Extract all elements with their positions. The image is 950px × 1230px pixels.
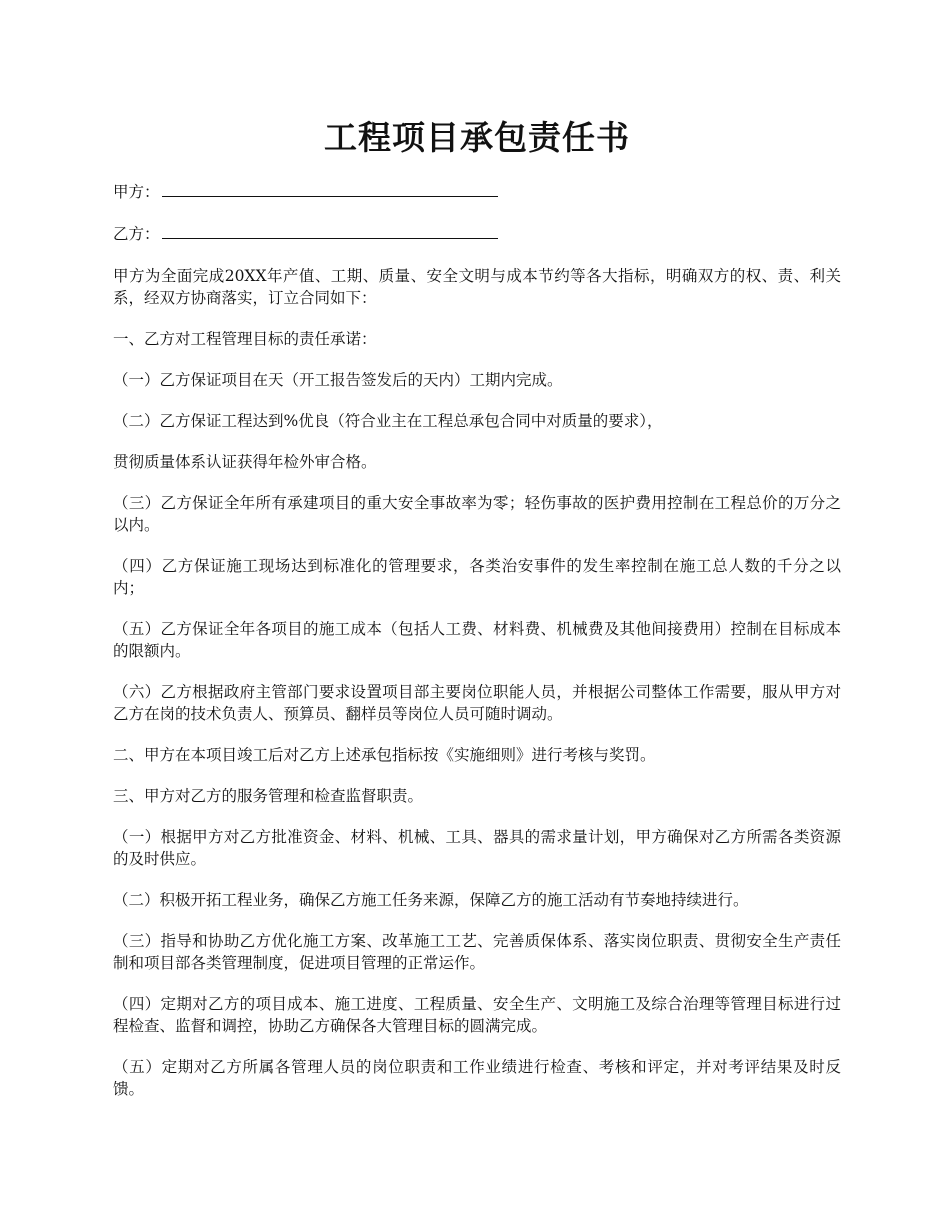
section-3-item-5: （五）定期对乙方所属各管理人员的岗位职责和工作业绩进行检查、考核和评定，并对考评结果及时反馈。 — [113, 1058, 841, 1098]
intro-paragraph: 甲方为全面完成20XX年产值、工期、质量、安全文明与成本节约等各大指标，明确双方的权、责、利关系，经双方协商落实，订立合同如下： — [113, 267, 841, 307]
party-b-blank — [162, 224, 498, 239]
section-1-heading: 一、乙方对工程管理目标的责任承诺： — [113, 330, 377, 348]
section-1-item-2-cont: 贯彻质量体系认证获得年检外审合格。 — [113, 453, 377, 471]
party-a-blank — [162, 182, 498, 197]
section-3-item-1: （一）根据甲方对乙方批准资金、材料、机械、工具、器具的需求量计划，甲方确保对乙方所需各类资源的及时供应。 — [113, 828, 841, 868]
party-a-line — [113, 181, 841, 203]
party-b-line — [113, 223, 841, 245]
party-b-label: 乙方： — [113, 225, 160, 243]
section-3-item-2: （二）积极开拓工程业务，确保乙方施工任务来源，保障乙方的施工活动有节奏地持续进行。 — [113, 891, 749, 909]
section-1-item-3: （三）乙方保证全年所有承建项目的重大安全事故率为零；轻伤事故的医护费用控制在工程总价的万分之以内。 — [113, 494, 841, 534]
section-3-item-4: （四）定期对乙方的项目成本、施工进度、工程质量、安全生产、文明施工及综合治理等管理目标进行过程检查、监督和调控，协助乙方确保各大管理目标的圆满完成。 — [113, 995, 841, 1035]
section-1-item-5: （五）乙方保证全年各项目的施工成本（包括人工费、材料费、机械费及其他间接费用）控制在目标成本的限额内。 — [113, 620, 841, 660]
section-3-item-3: （三）指导和协助乙方优化施工方案、改革施工工艺、完善质保体系、落实岗位职责、贯彻安全生产责任制和项目部各类管理制度，促进项目管理的正常运作。 — [113, 932, 841, 972]
section-2-heading: 二、甲方在本项目竣工后对乙方上述承包指标按《实施细则》进行考核与奖罚。 — [113, 746, 656, 764]
document-page — [113, 0, 841, 1100]
section-1-item-2: （二）乙方保证工程达到%优良（符合业主在工程总承包合同中对质量的要求）， — [113, 412, 663, 430]
document-title: 工程项目承包责任书 — [324, 118, 630, 157]
section-3-heading: 三、甲方对乙方的服务管理和检查监督职责。 — [113, 787, 424, 805]
party-a-label: 甲方： — [113, 183, 160, 201]
section-1-item-6: （六）乙方根据政府主管部门要求设置项目部主要岗位职能人员，并根据公司整体工作需要，服从甲方对乙方在岗的技术负责人、预算员、翻样员等岗位人员可随时调动。 — [113, 683, 841, 723]
section-1-item-4: （四）乙方保证施工现场达到标准化的管理要求，各类治安事件的发生率控制在施工总人数的千分之以内； — [113, 557, 841, 597]
section-1-item-1: （一）乙方保证项目在天（开工报告签发后的天内）工期内完成。 — [113, 371, 563, 389]
